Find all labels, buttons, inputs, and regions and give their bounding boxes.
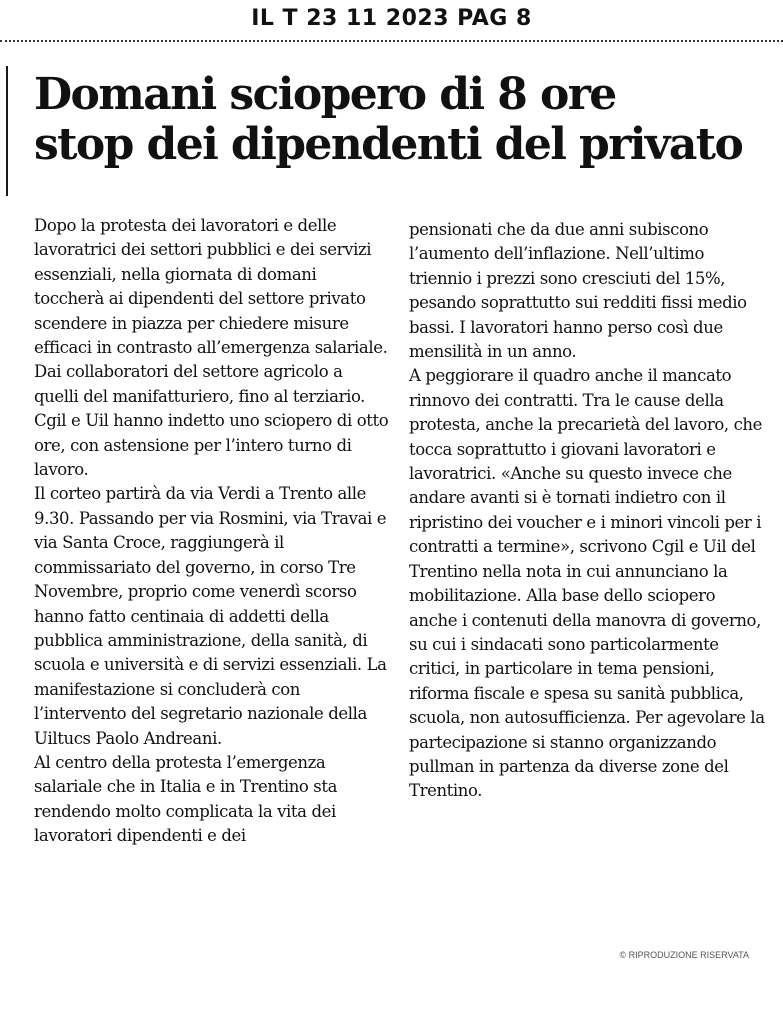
article-column-left: [34, 214, 390, 849]
headline-line-2: stop dei dipendenti del privato: [34, 119, 743, 170]
paragraph: Dopo la protesta dei lavoratori e delle lavoratrici dei settori pubblici e dei servizi essenziali, nella giornata di domani toccherà ai dipendenti del settore privato scendere in piazza per chiedere misure efficaci in contrasto all’emergenza salariale. Dai collaboratori del settore agricolo a quelli del manifatturiero, fino al terziario. Cgil e Uil hanno indetto uno sciopero di otto ore, con astensione per l’intero turno di lavoro.: [34, 216, 389, 480]
paragraph: Al centro della protesta l’emergenza salariale che in Italia e in Trentino sta rendendo molto complicata la vita dei lavoratori dipendenti e dei: [34, 752, 338, 846]
paragraph: A peggiorare il quadro anche il mancato rinnovo dei contratti. Tra le cause della protesta, anche la precarietà del lavoro, che tocca soprattutto i giovani lavoratori e lavoratrici. «Anche su questo invece che andare avanti si è tornati indietro con il ripristino dei voucher e i minori vincoli per i contratti a termine», scrivono Cgil e Uil del Trentino nella nota in cui annunciano la mobilitazione. Alla base dello sciopero anche i contenuti della manovra di governo, su cui i sindacati sono particolarmente critici, in particolare in tema pensioni, riforma fiscale e spesa su sanità pubblica, scuola, non autosufficienza. Per agevolare la partecipazione si stanno organizzando pullman in partenza da diverse zone del Trentino.: [409, 366, 765, 801]
margin-rule: [6, 66, 8, 196]
source-line: IL T 23 11 2023 PAG 8: [251, 6, 532, 31]
article-column-right: [409, 218, 765, 804]
dotted-divider: [0, 40, 783, 42]
copyright-notice: © RIPRODUZIONE RISERVATA: [619, 950, 749, 960]
paragraph: pensionati che da due anni subiscono l’aumento dell’inflazione. Nell’ultimo triennio i prezzi sono cresciuti del 15%, pesando soprattutto sui redditi fissi medio bassi. I lavoratori hanno perso così due mensilità in un anno.: [409, 220, 747, 362]
headline: [34, 70, 774, 170]
paragraph: Il corteo partirà da via Verdi a Trento alle 9.30. Passando per via Rosmini, via Travai e via Santa Croce, raggiungerà il commissariato del governo, in corso Tre Novembre, proprio come venerdì scorso hanno fatto centinaia di addetti della pubblica amministrazione, della sanità, di scuola e università e di servizi essenziali. La manifestazione si concluderà con l’intervento del segretario nazionale della Uiltucs Paolo Andreani.: [34, 484, 387, 748]
headline-line-1: Domani sciopero di 8 ore: [34, 69, 616, 120]
